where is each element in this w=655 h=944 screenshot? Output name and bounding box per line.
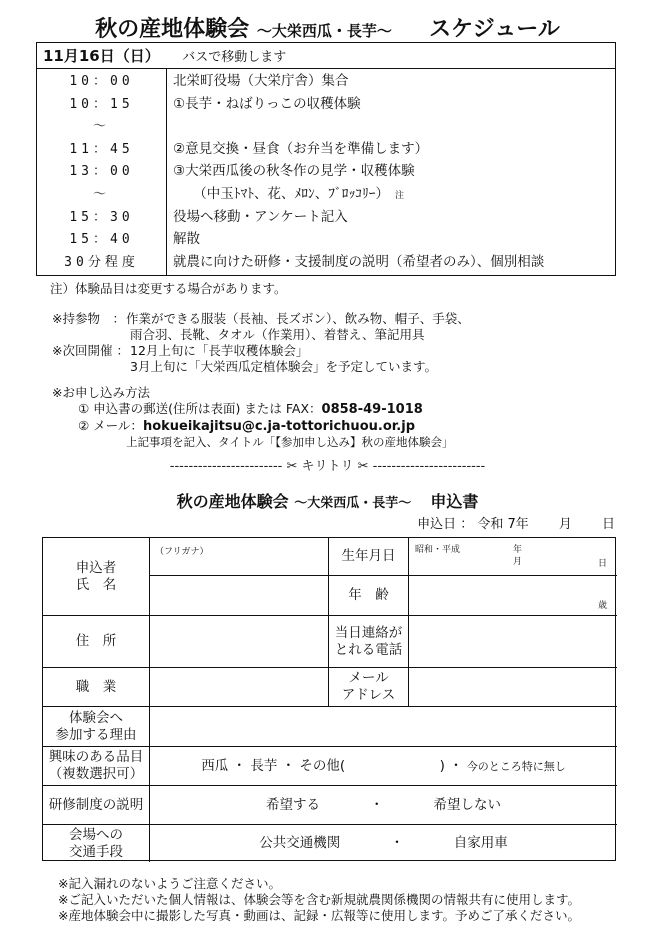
reason-label-line-2: 参加する理由 [55,726,137,743]
interest-none-option[interactable]: 今のところ特に無し [466,759,566,773]
mail-label-line-2: アドレス [341,687,396,703]
apply-heading: ※お申し込み方法 [52,385,150,400]
age-unit: 歳 [598,601,608,611]
birth-year: 年 [513,545,523,555]
interest-options[interactable] [150,747,617,785]
name-label [43,538,149,615]
phone-label-line-2: とれる電話 [334,641,403,658]
bring-line-1: 作業ができる服装（長袖、長ズボン）、飲み物、帽子、手袋、 [126,311,470,326]
mail-label [329,668,408,706]
transport-label-line-2: 交通手段 [69,843,123,860]
bring-line-2: 雨合羽、長靴、タオル（作業用）、着替え、筆記用具 [130,327,425,342]
apply-post-label: ① 申込書の郵送(住所は表面) または FAX： [78,401,322,416]
schedule-activity-text: ②意見交換・昼食（お弁当を準備します） [173,140,429,157]
next-line-1: 12月上旬に「長芋収穫体験会」 [130,343,309,358]
schedule-row [37,183,615,206]
training-no-option[interactable]: 希望しない [433,796,501,813]
phone-label [329,616,408,667]
reason-field[interactable] [150,707,617,746]
birth-day: 日 [598,559,608,569]
name-field[interactable] [150,576,328,615]
schedule-time: 13：00 [69,164,134,180]
schedule-activity-text: ③大栄西瓜後の秋冬作の見学・収穫体験 [173,163,415,180]
reason-label [43,707,149,746]
interest-label [43,747,149,785]
transport-label [43,825,149,862]
application-form [42,537,616,861]
schedule-activity [173,70,349,93]
schedule-activity [173,183,404,208]
cut-line: ------------------------ ✂ キリトリ ✂ ------------------------ [169,459,486,474]
schedule-transport: バスで移動します [182,50,287,65]
schedule-activity-text: 役場へ移動・アンケート記入 [173,208,348,225]
schedule-row [37,206,615,229]
name-label-line-2: 氏 名 [75,576,117,593]
footer-note-3: ※産地体験会中に撮影した写真・動画は、記録・広報等に使用します。予めご了承ください。 [58,908,580,923]
bring-label: ※持参物 ： [52,311,125,326]
form-title-sub: ～大栄西瓜・長芋～ [294,496,412,511]
schedule-time: 11：45 [69,141,134,157]
schedule-row [37,228,615,251]
interest-options-text[interactable]: 西瓜 ・ 長芋 ・ その他( ) ・ [201,757,463,774]
schedule-activity-text: 北栄町役場（大栄庁舎）集合 [173,73,349,89]
next-line-2: 3月上旬に「大栄西瓜定植体験会」を予定しています。 [130,359,437,374]
training-options [150,786,617,824]
schedule-activity [173,160,415,183]
application-date[interactable]: 申込日 ： 令和 7年 月 日 [417,517,615,532]
form-title [0,489,655,512]
title-main: 秋の産地体験会 [95,17,250,42]
schedule-note-marker: 注 [395,191,405,201]
interest-label-line-2: （複数選択可） [48,766,144,782]
apply-method-1 [78,401,423,418]
next-label: ※次回開催 ： [52,343,129,358]
schedule-activity-text: 解散 [173,231,200,248]
separator: ・ [370,796,384,813]
fax-number: 0858-49-1018 [321,402,423,417]
schedule-activity [173,228,200,251]
transport-label-line-1: 会場への [69,826,123,843]
footer-note-1: ※記入漏れのないようご注意ください。 [58,876,281,891]
schedule-activity [173,206,348,229]
schedule-row [37,115,615,138]
form-title-main: 秋の産地体験会 [176,492,289,511]
title-sub: ～大栄西瓜・長芋～ [256,22,392,40]
footer-note-2: ※ご記入いただいた個人情報は、体験会等を含む新規就農関係機関の情報共有に使用します。 [58,892,580,907]
transport-options [150,825,617,862]
schedule-activity [173,93,361,116]
phone-field[interactable] [409,616,617,667]
schedule-time: 30分程度 [64,254,139,270]
mail-field[interactable] [409,668,617,706]
change-note: 注）体験品目は変更する場合があります。 [50,281,287,296]
birth-label: 生年月日 [341,548,396,564]
schedule-activity-text: ①長芋・ねばりっこの収穫体験 [173,95,361,112]
title-suffix: スケジュール [429,17,560,42]
schedule-row [37,93,615,116]
schedule-activity-text: 就農に向けた研修・支援制度の説明（希望者のみ）、個別相談 [173,253,545,270]
schedule-date: 11月16日（日） [43,47,160,65]
schedule-time: ～ [92,187,110,202]
job-label: 職 業 [75,678,117,695]
apply-mail-note: 上記事項を記入、タイトル「【参加申し込み】秋の産地体験会」 [126,435,454,449]
schedule-time: 10：00 [69,74,134,89]
schedule-row [37,138,615,161]
schedule-time: ～ [92,119,110,135]
schedule-activity-text: （中玉ﾄﾏﾄ、花、ﾒﾛﾝ、ﾌﾞﾛｯｺﾘｰ） [173,186,389,202]
transport-car-option[interactable]: 自家用車 [453,835,508,851]
reason-label-line-1: 体験会へ [69,709,123,726]
schedule-table [36,42,616,276]
training-yes-option[interactable]: 希望する [266,796,320,813]
schedule-time: 15：40 [69,232,134,248]
job-field[interactable] [150,668,328,706]
birth-era[interactable]: 昭和・平成 [415,545,461,555]
address-label: 住 所 [75,633,117,649]
name-label-line-1: 申込者 [75,559,117,576]
furigana-field[interactable]: （フリガナ） [155,547,209,557]
schedule-activity [173,138,428,161]
mail-label-line-1: メール [348,670,389,686]
schedule-time: 10：15 [69,96,134,112]
transport-public-option[interactable]: 公共交通機関 [259,835,341,851]
form-title-suffix: 申込書 [430,492,479,511]
birth-month: 月 [513,557,523,567]
schedule-row [37,160,615,183]
separator: ・ [390,835,404,851]
apply-mail-label: ② メール： [78,418,143,433]
phone-label-line-1: 当日連絡が [334,624,403,641]
interest-label-line-1: 興味のある品目 [48,749,144,765]
email-address[interactable]: hokueikajitsu@c.ja-tottorichuou.or.jp [142,419,416,434]
schedule-row [37,251,615,274]
schedule-row [37,70,615,93]
page-title [0,12,655,43]
age-label: 年 齢 [348,587,389,603]
schedule-time: 15：30 [69,209,134,225]
address-field[interactable] [150,616,328,667]
schedule-header [37,43,615,69]
training-label: 研修制度の説明 [48,796,144,813]
schedule-activity [173,251,544,274]
apply-method-2 [78,418,415,435]
